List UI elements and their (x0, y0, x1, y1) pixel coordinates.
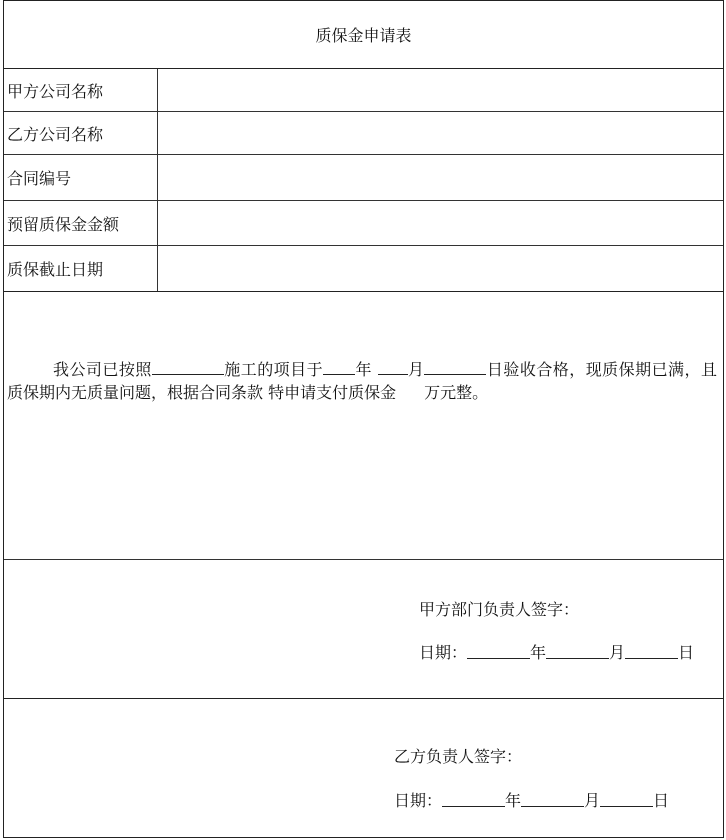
warranty-end-date-field[interactable] (158, 246, 723, 291)
party-b-date-line: 日期： 年 月 日 (394, 791, 670, 810)
form-title: 质保金申请表 (315, 26, 412, 45)
party-b-company-field[interactable] (158, 112, 723, 154)
year-blank[interactable] (323, 358, 355, 375)
party-a-date-line: 日期： 年 月 日 (419, 643, 695, 662)
party-b-signature-section (4, 699, 723, 839)
statement-text: 我公司已按照 施工的项目于 年 月 日验收合格，现质保期已满，且质保期内无质量问题，根据合同条款 特申请支付质保金 万元整。 (7, 360, 717, 402)
day-blank[interactable] (424, 358, 486, 375)
statement-section (4, 292, 723, 560)
field-row-party-a-company (4, 69, 723, 112)
project-blank[interactable] (152, 358, 224, 375)
party-b-sign-label: 乙方负责人签字： (394, 747, 523, 766)
party-b-day-blank[interactable] (600, 805, 653, 807)
field-row-party-b-company (4, 112, 723, 155)
field-label: 预留质保金金额 (4, 201, 158, 245)
month-blank[interactable] (378, 358, 408, 375)
field-label: 乙方公司名称 (4, 112, 158, 154)
retention-amount-field[interactable] (158, 201, 723, 245)
party-b-year-blank[interactable] (442, 805, 505, 807)
guarantee-application-form (3, 0, 724, 838)
field-row-contract-number (4, 155, 723, 201)
contract-number-field[interactable] (158, 155, 723, 200)
field-label: 合同编号 (4, 155, 158, 200)
field-row-retention-amount (4, 201, 723, 246)
party-a-year-blank[interactable] (467, 657, 530, 659)
party-a-signature-section (4, 560, 723, 699)
party-a-month-blank[interactable] (546, 657, 609, 659)
party-a-day-blank[interactable] (625, 657, 678, 659)
party-a-company-field[interactable] (158, 69, 723, 111)
field-label: 质保截止日期 (4, 246, 158, 291)
field-row-warranty-end-date (4, 246, 723, 292)
form-title-row (4, 1, 723, 69)
field-label: 甲方公司名称 (4, 69, 158, 111)
party-b-month-blank[interactable] (521, 805, 584, 807)
party-a-sign-label: 甲方部门负责人签字： (419, 600, 580, 619)
